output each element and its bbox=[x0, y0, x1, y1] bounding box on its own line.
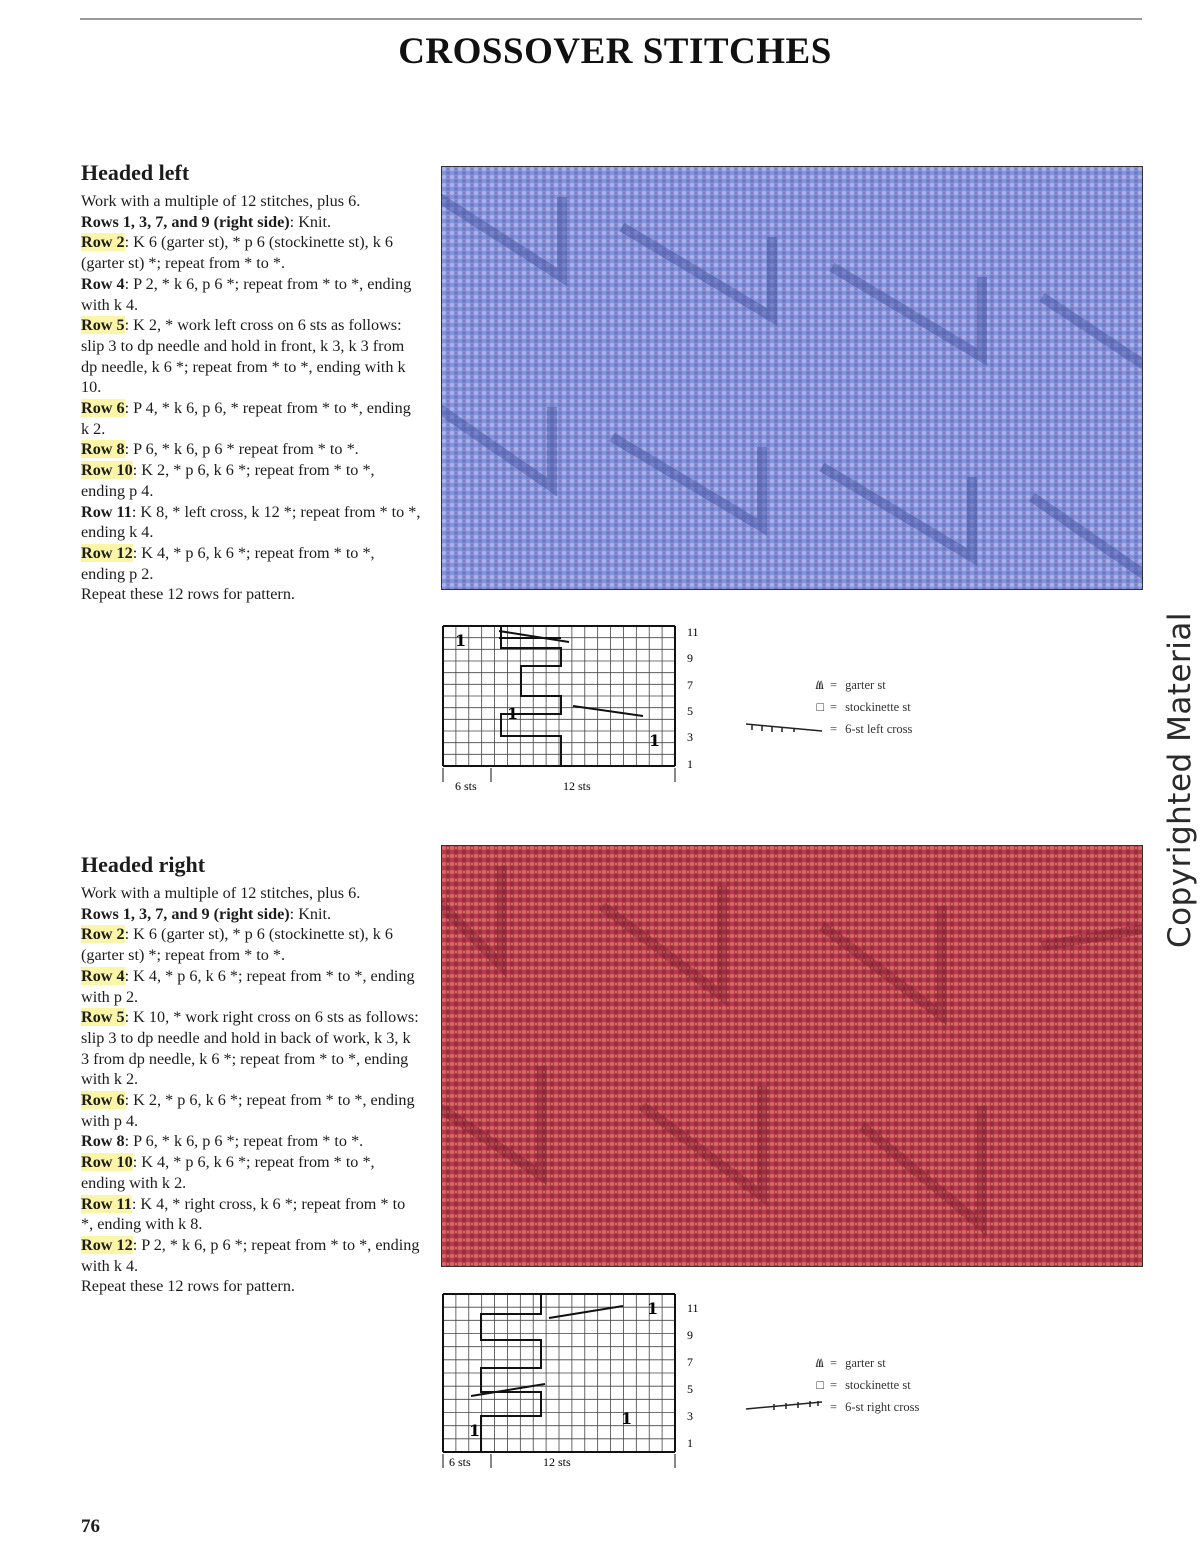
garter-symbol-icon: Ⱞ bbox=[815, 1355, 824, 1370]
chart-row-number: 7 bbox=[687, 678, 693, 692]
left-cross-symbol-icon bbox=[732, 721, 830, 737]
row-label: Row 10 bbox=[81, 461, 133, 480]
row-instruction: Row 10: K 2, * p 6, k 6 *; repeat from * to *, ending p 4. bbox=[81, 461, 375, 500]
rows-text: Knit. bbox=[298, 212, 332, 231]
row-instruction: Row 4: K 4, * p 6, k 6 *; repeat from * to *, ending with p 2. bbox=[81, 966, 415, 1006]
stitch-chart-left bbox=[441, 616, 721, 796]
section-title: Headed right bbox=[81, 852, 206, 877]
knit-swatch-photo-blue bbox=[441, 166, 1143, 590]
empty-square-icon: □ bbox=[816, 699, 824, 714]
garter-symbol-icon: 1 bbox=[507, 704, 519, 723]
rows-text: Knit. bbox=[298, 904, 332, 923]
row-text: K 4, * p 6, k 6 *; repeat from * to *, ending p 2. bbox=[81, 543, 375, 583]
row-text: K 10, * work right cross on 6 sts as follows: slip 3 to dp needle and hold in back of work, k 3, k 3 from dp needle, k 6 *; repeat from * to *, ending with k 2. bbox=[81, 1008, 419, 1089]
chart-span-label: 12 sts bbox=[563, 779, 591, 793]
row-text: K 6 (garter st), * p 6 (stockinette st), k 6 (garter st) *; repeat from * to *. bbox=[81, 925, 394, 965]
legend-label: garter st bbox=[845, 677, 886, 692]
rows-label: Rows 1, 3, 7, and 9 (right side) bbox=[81, 212, 290, 231]
row-label: Row 8 bbox=[81, 1132, 125, 1151]
section-headed-left-text bbox=[81, 160, 421, 605]
section-title: Headed left bbox=[81, 160, 190, 185]
row-label: Row 8 bbox=[81, 440, 125, 459]
row-text: K 4, * right cross, k 6 *; repeat from * to *, ending with k 8. bbox=[81, 1194, 406, 1234]
legend-label: stockinette st bbox=[845, 699, 911, 714]
chart-row-number: 3 bbox=[687, 1409, 693, 1423]
chart-row-number: 3 bbox=[687, 730, 693, 744]
chart-row-number: 9 bbox=[687, 1328, 693, 1342]
row-instruction: Row 8: P 6, * k 6, p 6 * repeat from * to *. bbox=[81, 440, 359, 459]
chart-legend-right bbox=[732, 1352, 919, 1418]
chart-legend-left bbox=[732, 674, 912, 740]
row-text: K 2, * p 6, k 6 *; repeat from * to *, ending with p 4. bbox=[81, 1091, 415, 1130]
row-label: Row 2 bbox=[81, 233, 125, 252]
chart-span-label: 6 sts bbox=[449, 1455, 471, 1469]
legend-item: Ⱞ = garter st bbox=[732, 674, 912, 696]
garter-symbol-icon: Ⱞ bbox=[815, 677, 824, 692]
legend-label: stockinette st bbox=[845, 1377, 911, 1392]
page-number: 76 bbox=[81, 1516, 100, 1537]
row-instruction: Row 4: P 2, * k 6, p 6 *; repeat from * to *, ending with k 4. bbox=[81, 274, 412, 314]
row-instruction: Row 12: P 2, * k 6, p 6 *; repeat from * to *, ending with k 4. bbox=[81, 1235, 420, 1275]
row-instruction: Row 10: K 4, * p 6, k 6 *; repeat from * to *, ending with k 2. bbox=[81, 1153, 375, 1192]
row-label: Row 11 bbox=[81, 1194, 132, 1213]
chart-row-number: 11 bbox=[687, 625, 699, 639]
garter-symbol-icon: 1 bbox=[469, 1421, 481, 1440]
row-instruction: Row 12: K 4, * p 6, k 6 *; repeat from * to *, ending p 2. bbox=[81, 543, 375, 583]
row-label: Row 4 bbox=[81, 274, 125, 293]
chart-row-number: 5 bbox=[687, 704, 693, 718]
legend-item: Ⱞ = garter st bbox=[732, 1352, 919, 1374]
garter-symbol-icon: 1 bbox=[647, 1299, 659, 1318]
stitch-chart-right bbox=[441, 1292, 721, 1472]
closing-text: Repeat these 12 rows for pattern. bbox=[81, 585, 295, 604]
row-text: K 4, * p 6, k 6 *; repeat from * to *, ending with p 2. bbox=[81, 966, 415, 1006]
chart-row-number: 9 bbox=[687, 651, 693, 665]
empty-square-icon: □ bbox=[816, 1377, 824, 1392]
legend-label: garter st bbox=[845, 1355, 886, 1370]
chart-row-number: 5 bbox=[687, 1382, 693, 1396]
row-text: P 4, * k 6, p 6, * repeat from * to *, ending k 2. bbox=[81, 399, 411, 438]
row-instruction: Row 5: K 10, * work right cross on 6 sts as follows: slip 3 to dp needle and hold in back of work, k 3, k 3 from dp needle, k 6 *; repeat from * to *, ending with k 2. bbox=[81, 1008, 419, 1089]
rows-label: Rows 1, 3, 7, and 9 (right side) bbox=[81, 904, 290, 923]
row-text: P 2, * k 6, p 6 *; repeat from * to *, ending with k 4. bbox=[81, 274, 412, 314]
chart-span-label: 12 sts bbox=[543, 1455, 571, 1469]
row-text: K 8, * left cross, k 12 *; repeat from * to *, ending k 4. bbox=[81, 502, 421, 542]
intro-text: Work with a multiple of 12 stitches, plus 6. bbox=[81, 884, 361, 902]
row-text: K 2, * p 6, k 6 *; repeat from * to *, ending p 4. bbox=[81, 461, 375, 500]
row-text: K 6 (garter st), * p 6 (stockinette st), k 6 (garter st) *; repeat from * to *. bbox=[81, 233, 394, 273]
closing-text: Repeat these 12 rows for pattern. bbox=[81, 1277, 295, 1296]
row-label: Row 4 bbox=[81, 966, 125, 985]
row-instruction: Row 8: P 6, * k 6, p 6 *; repeat from * to *. bbox=[81, 1132, 364, 1151]
copyright-watermark: Copyrighted Material bbox=[1162, 611, 1198, 949]
row-label: Row 12 bbox=[81, 543, 133, 562]
row-label: Row 6 bbox=[81, 399, 125, 418]
row-label: Row 5 bbox=[81, 316, 125, 335]
row-instruction: Row 6: P 4, * k 6, p 6, * repeat from * to *, ending k 2. bbox=[81, 399, 411, 438]
row-text: K 4, * p 6, k 6 *; repeat from * to *, ending with k 2. bbox=[81, 1153, 375, 1192]
row-label: Row 12 bbox=[81, 1235, 133, 1254]
legend-label: 6-st left cross bbox=[845, 721, 913, 736]
right-cross-symbol-icon bbox=[732, 1399, 830, 1415]
legend-item: □ = stockinette st bbox=[732, 696, 912, 718]
legend-item: = 6-st left cross bbox=[732, 718, 912, 740]
row-text: K 2, * work left cross on 6 sts as follows: slip 3 to dp needle and hold in front, k 3, k 3 from dp needle, k 6 *; repeat from * to *, ending with k 10. bbox=[81, 316, 406, 397]
row-text: P 6, * k 6, p 6 *; repeat from * to *. bbox=[133, 1132, 364, 1151]
page-title: CROSSOVER STITCHES bbox=[398, 31, 832, 72]
chart-span-label: 6 sts bbox=[455, 779, 477, 793]
knit-swatch-photo-red bbox=[441, 845, 1143, 1267]
chart-row-number: 7 bbox=[687, 1355, 693, 1369]
chart-row-number: 1 bbox=[687, 1436, 693, 1450]
legend-item: = 6-st right cross bbox=[732, 1396, 919, 1418]
row-label: Row 6 bbox=[81, 1091, 125, 1110]
intro-text: Work with a multiple of 12 stitches, plus 6. bbox=[81, 192, 361, 210]
section-headed-right-text bbox=[81, 852, 421, 1297]
legend-item: □ = stockinette st bbox=[732, 1374, 919, 1396]
row-label: Row 5 bbox=[81, 1008, 125, 1027]
garter-symbol-icon: 1 bbox=[621, 1409, 633, 1428]
row-instruction: Row 11: K 4, * right cross, k 6 *; repeat from * to *, ending with k 8. bbox=[81, 1194, 406, 1234]
garter-symbol-icon: 1 bbox=[455, 631, 467, 650]
chart-row-number: 11 bbox=[687, 1301, 699, 1315]
row-instruction: Row 5: K 2, * work left cross on 6 sts as follows: slip 3 to dp needle and hold in front, k 3, k 3 from dp needle, k 6 *; repeat from * to *, ending with k 10. bbox=[81, 316, 406, 397]
legend-label: 6-st right cross bbox=[845, 1399, 920, 1414]
rows-odd-instruction: Rows 1, 3, 7, and 9 (right side): Knit. bbox=[81, 212, 332, 231]
rows-odd-instruction: Rows 1, 3, 7, and 9 (right side): Knit. bbox=[81, 904, 332, 923]
row-instruction: Row 6: K 2, * p 6, k 6 *; repeat from * to *, ending with p 4. bbox=[81, 1091, 415, 1130]
row-text: P 6, * k 6, p 6 * repeat from * to *. bbox=[133, 440, 359, 459]
garter-symbol-icon: 1 bbox=[649, 731, 661, 750]
row-instruction: Row 2: K 6 (garter st), * p 6 (stockinette st), k 6 (garter st) *; repeat from * to *. bbox=[81, 925, 394, 965]
chart-row-number: 1 bbox=[687, 757, 693, 771]
row-label: Row 2 bbox=[81, 925, 125, 944]
top-rule bbox=[80, 18, 1142, 20]
row-label: Row 10 bbox=[81, 1153, 133, 1172]
row-text: P 2, * k 6, p 6 *; repeat from * to *, ending with k 4. bbox=[81, 1235, 420, 1275]
row-instruction: Row 11: K 8, * left cross, k 12 *; repeat from * to *, ending k 4. bbox=[81, 502, 421, 542]
row-instruction: Row 2: K 6 (garter st), * p 6 (stockinette st), k 6 (garter st) *; repeat from * to *. bbox=[81, 233, 394, 273]
row-label: Row 11 bbox=[81, 502, 132, 521]
